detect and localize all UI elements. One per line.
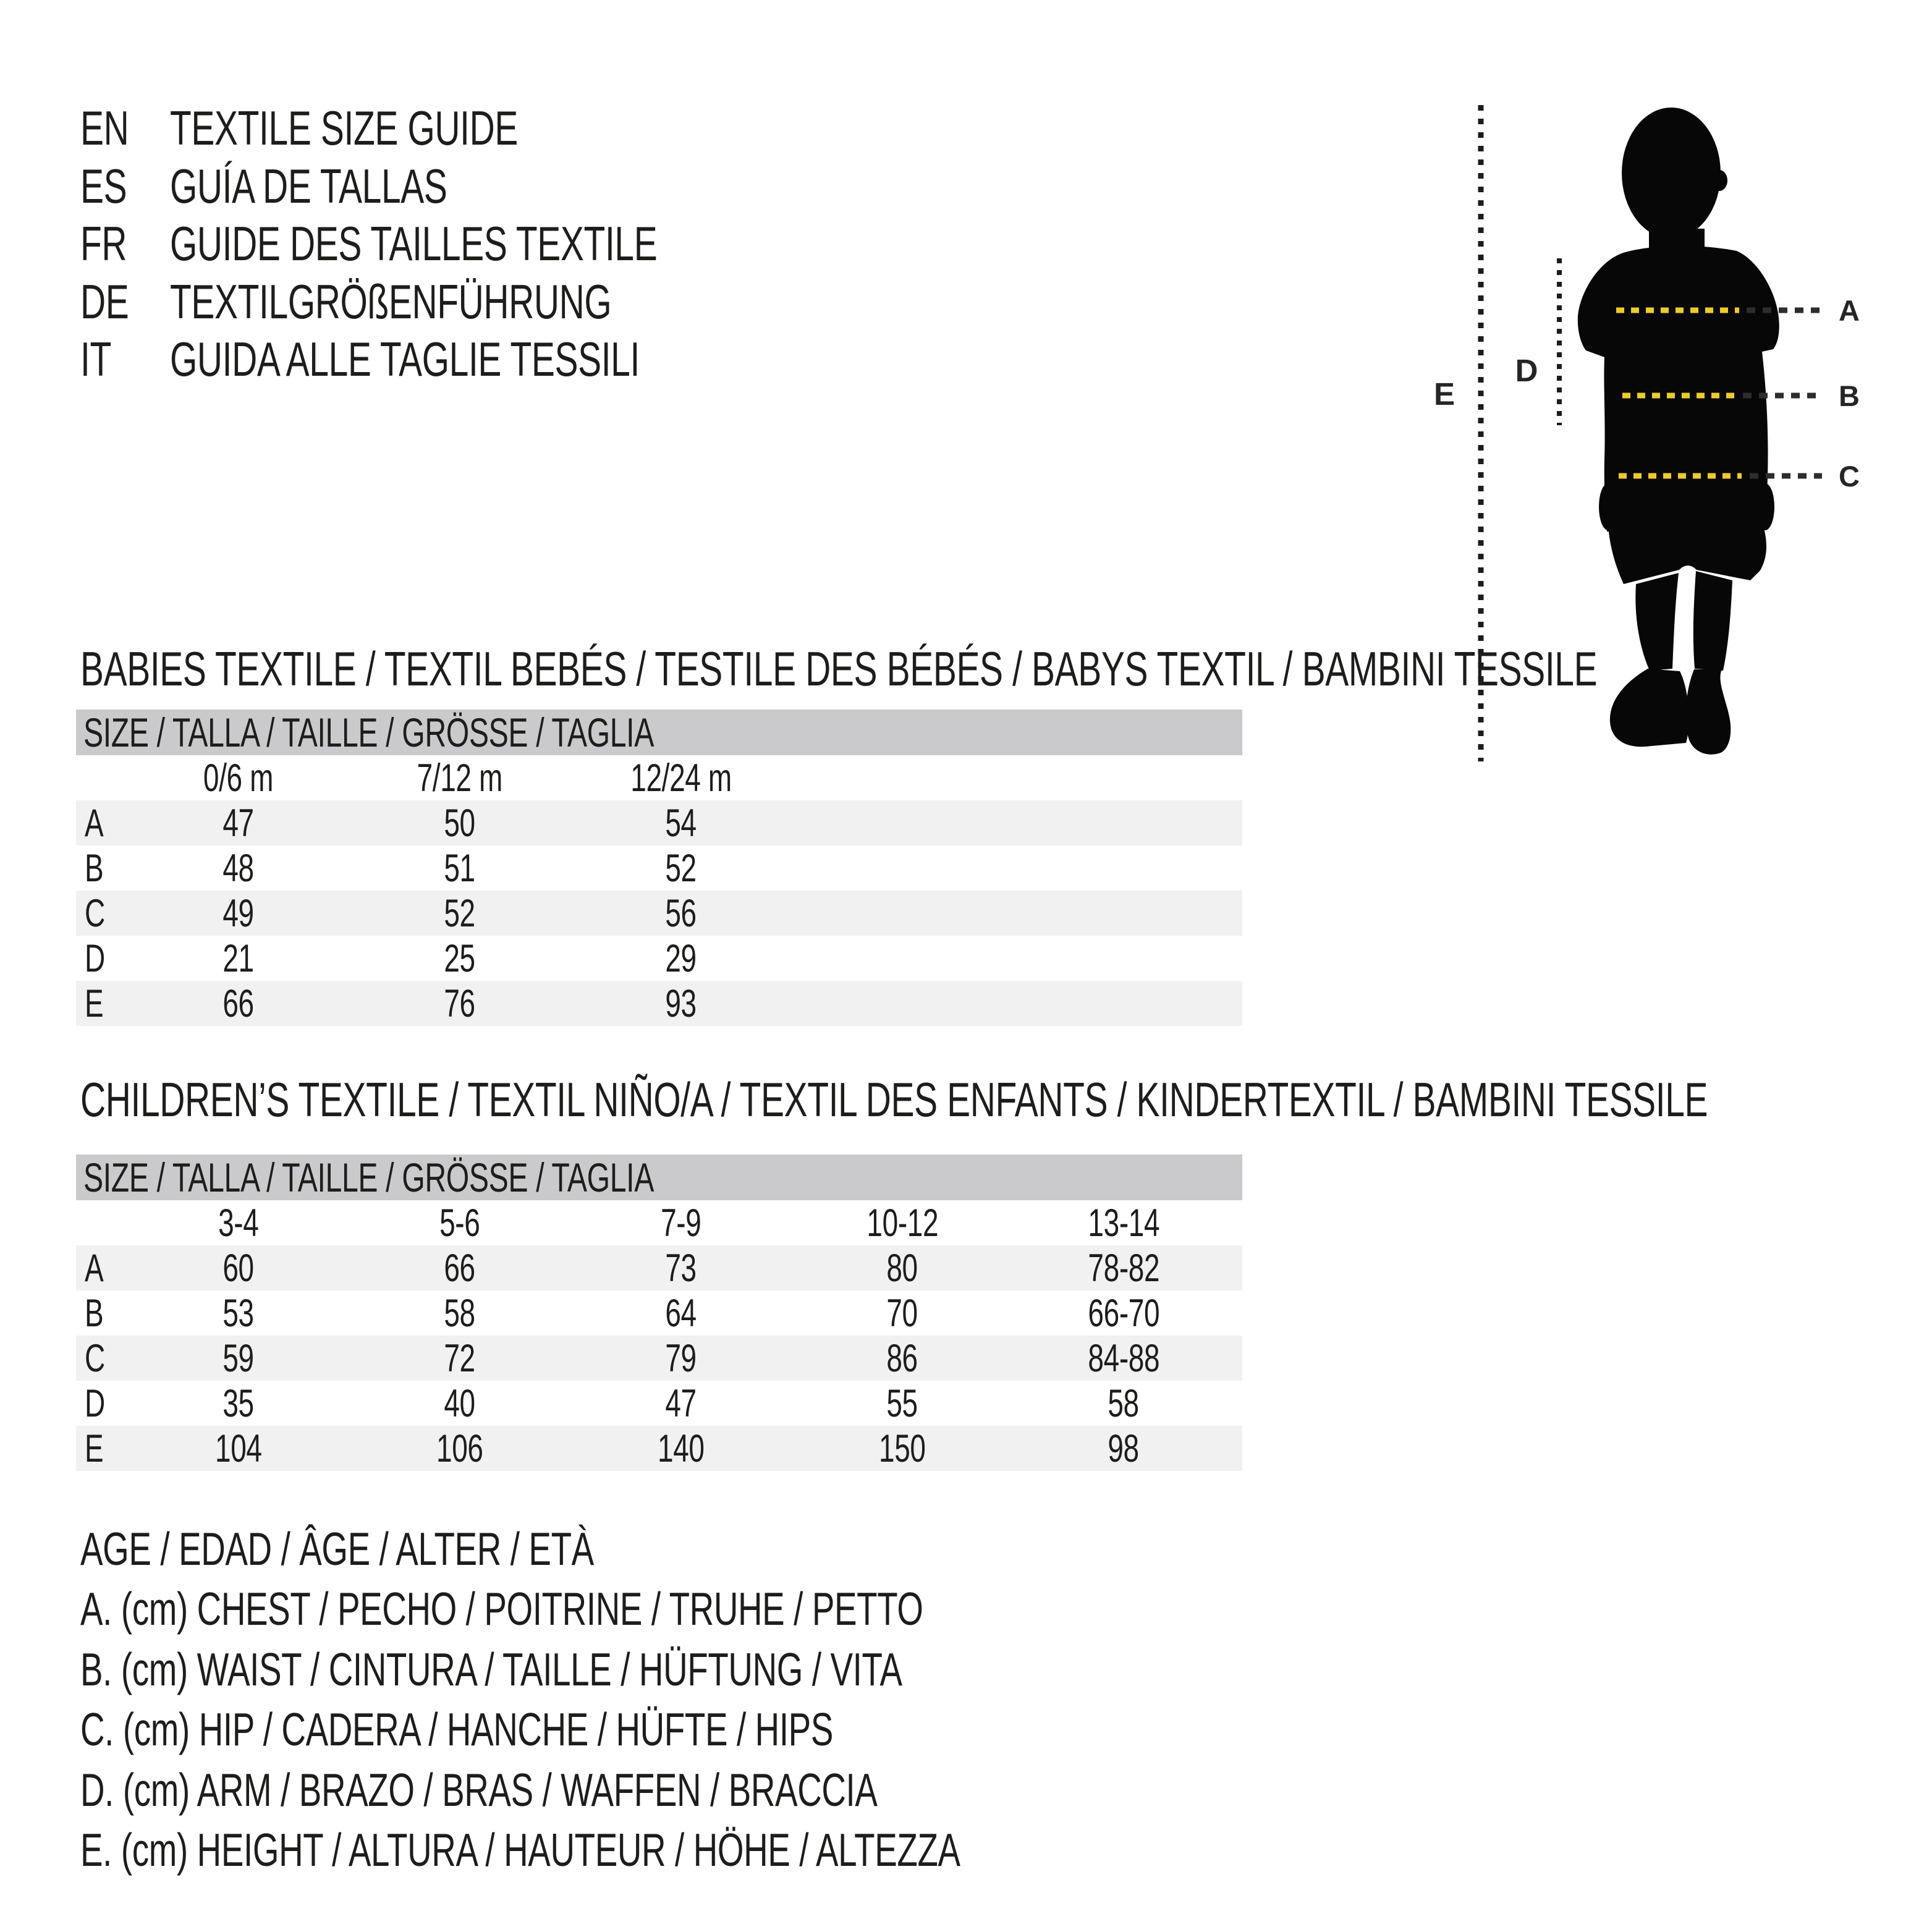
legend-row-arm: D. (cm) ARM / BRAZO / BRAS / WAFFEN / BRACCIA [80, 1763, 878, 1816]
row-label: B [85, 846, 104, 890]
children-size-header-bar [76, 1155, 1242, 1200]
table-row: A 47 50 54 [76, 800, 1242, 845]
table-row: D 21 25 29 [85, 936, 697, 980]
babies-size-header-label: SIZE / TALLA / TAILLE / GRÖSSE / TAGLIA [83, 710, 654, 755]
row-label: C [85, 1336, 105, 1380]
silhouette-shorts [1608, 525, 1766, 584]
language-code-fr: FR [80, 216, 127, 271]
language-code-en: EN [80, 101, 129, 156]
language-code-it: IT [80, 332, 111, 387]
table-row: A 60 66 73 80 78-82 [76, 1245, 1242, 1290]
table-row: C 59 72 79 86 84-88 [76, 1336, 1242, 1381]
legend-row-age: AGE / EDAD / ÂGE / ALTER / ETÀ [80, 1522, 594, 1575]
table-row: B 53 58 64 70 66-70 [85, 1291, 1159, 1335]
guide-title-en: TEXTILE SIZE GUIDE [170, 101, 518, 156]
language-row-es [80, 158, 837, 216]
language-code-de: DE [80, 274, 129, 329]
babies-col-0: 0/6 m [203, 756, 274, 800]
language-row-fr [80, 215, 837, 273]
row-label: E [85, 1426, 104, 1470]
guide-title-de: TEXTILGRÖßENFÜHRUNG [170, 274, 612, 329]
table-row: E 66 76 93 [76, 981, 1242, 1026]
label-a: A [1839, 294, 1860, 327]
babies-column-header-row [76, 755, 1242, 800]
row-label: B [85, 1291, 104, 1335]
language-row-de [80, 273, 837, 331]
children-section-title: CHILDREN’S TEXTILE / TEXTIL NIÑO/A / TEXTIL DES ENFANTS / KINDERTEXTIL / BAMBINI TESSILE [80, 1072, 1708, 1127]
children-column-header-row [76, 1200, 1242, 1245]
row-label: D [85, 936, 105, 980]
legend-row-height: E. (cm) HEIGHT / ALTURA / HAUTEUR / HÖHE / ALTEZZA [80, 1824, 960, 1876]
guide-title-fr: GUIDE DES TAILLES TEXTILE [170, 216, 658, 271]
silhouette-left-hand [1599, 483, 1617, 530]
legend-row-waist: B. (cm) WAIST / CINTURA / TAILLE / HÜFTUNG / VITA [80, 1643, 902, 1695]
babies-section-title: BABIES TEXTILE / TEXTIL BEBÉS / TESTILE DES BÉBÉS / BABYS TEXTIL / BAMBINI TESSILE [80, 642, 1598, 696]
children-size-header-label: SIZE / TALLA / TAILLE / GRÖSSE / TAGLIA [83, 1155, 654, 1200]
babies-size-header-bar [76, 710, 1242, 755]
label-b: B [1839, 379, 1860, 412]
silhouette-head [1622, 108, 1721, 239]
measurement-legend [80, 1519, 1286, 1880]
table-row: C 49 52 56 [76, 891, 1242, 936]
children-col-2: 7-9 [661, 1201, 701, 1245]
babies-col-1: 7/12 m [417, 756, 503, 800]
row-label: A [85, 801, 104, 845]
babies-size-table [76, 710, 1242, 1026]
children-col-3: 10-12 [866, 1201, 938, 1245]
children-col-1: 5-6 [439, 1201, 480, 1245]
table-row: D 35 40 47 55 58 [85, 1381, 1140, 1425]
guide-title-es: GUÍA DE TALLAS [170, 158, 447, 213]
label-e: E [1433, 376, 1455, 412]
silhouette-right-hand [1756, 483, 1774, 530]
legend-row-hip: C. (cm) HIP / CADERA / HANCHE / HÜFTE / HIPS [80, 1703, 833, 1756]
language-row-it [80, 331, 837, 389]
children-col-4: 13-14 [1088, 1201, 1159, 1245]
table-row: E 104 106 140 150 98 [76, 1426, 1242, 1471]
label-d: D [1515, 353, 1538, 388]
label-c: C [1839, 460, 1860, 493]
row-label: D [85, 1381, 105, 1425]
row-label: C [85, 891, 105, 935]
silhouette-ear [1711, 170, 1727, 191]
guide-title-it: GUIDA ALLE TAGLIE TESSILI [170, 332, 640, 387]
language-code-es: ES [80, 158, 127, 213]
table-row: B 48 51 52 [85, 846, 697, 890]
language-row-en [80, 100, 837, 158]
row-label: E [85, 981, 104, 1025]
babies-col-2: 12/24 m [630, 756, 732, 800]
children-col-0: 3-4 [218, 1201, 259, 1245]
row-label: A [85, 1246, 104, 1290]
legend-row-chest: A. (cm) CHEST / PECHO / POITRINE / TRUHE / PETTO [80, 1583, 923, 1635]
children-size-table [76, 1155, 1242, 1471]
language-title-list [80, 100, 837, 389]
